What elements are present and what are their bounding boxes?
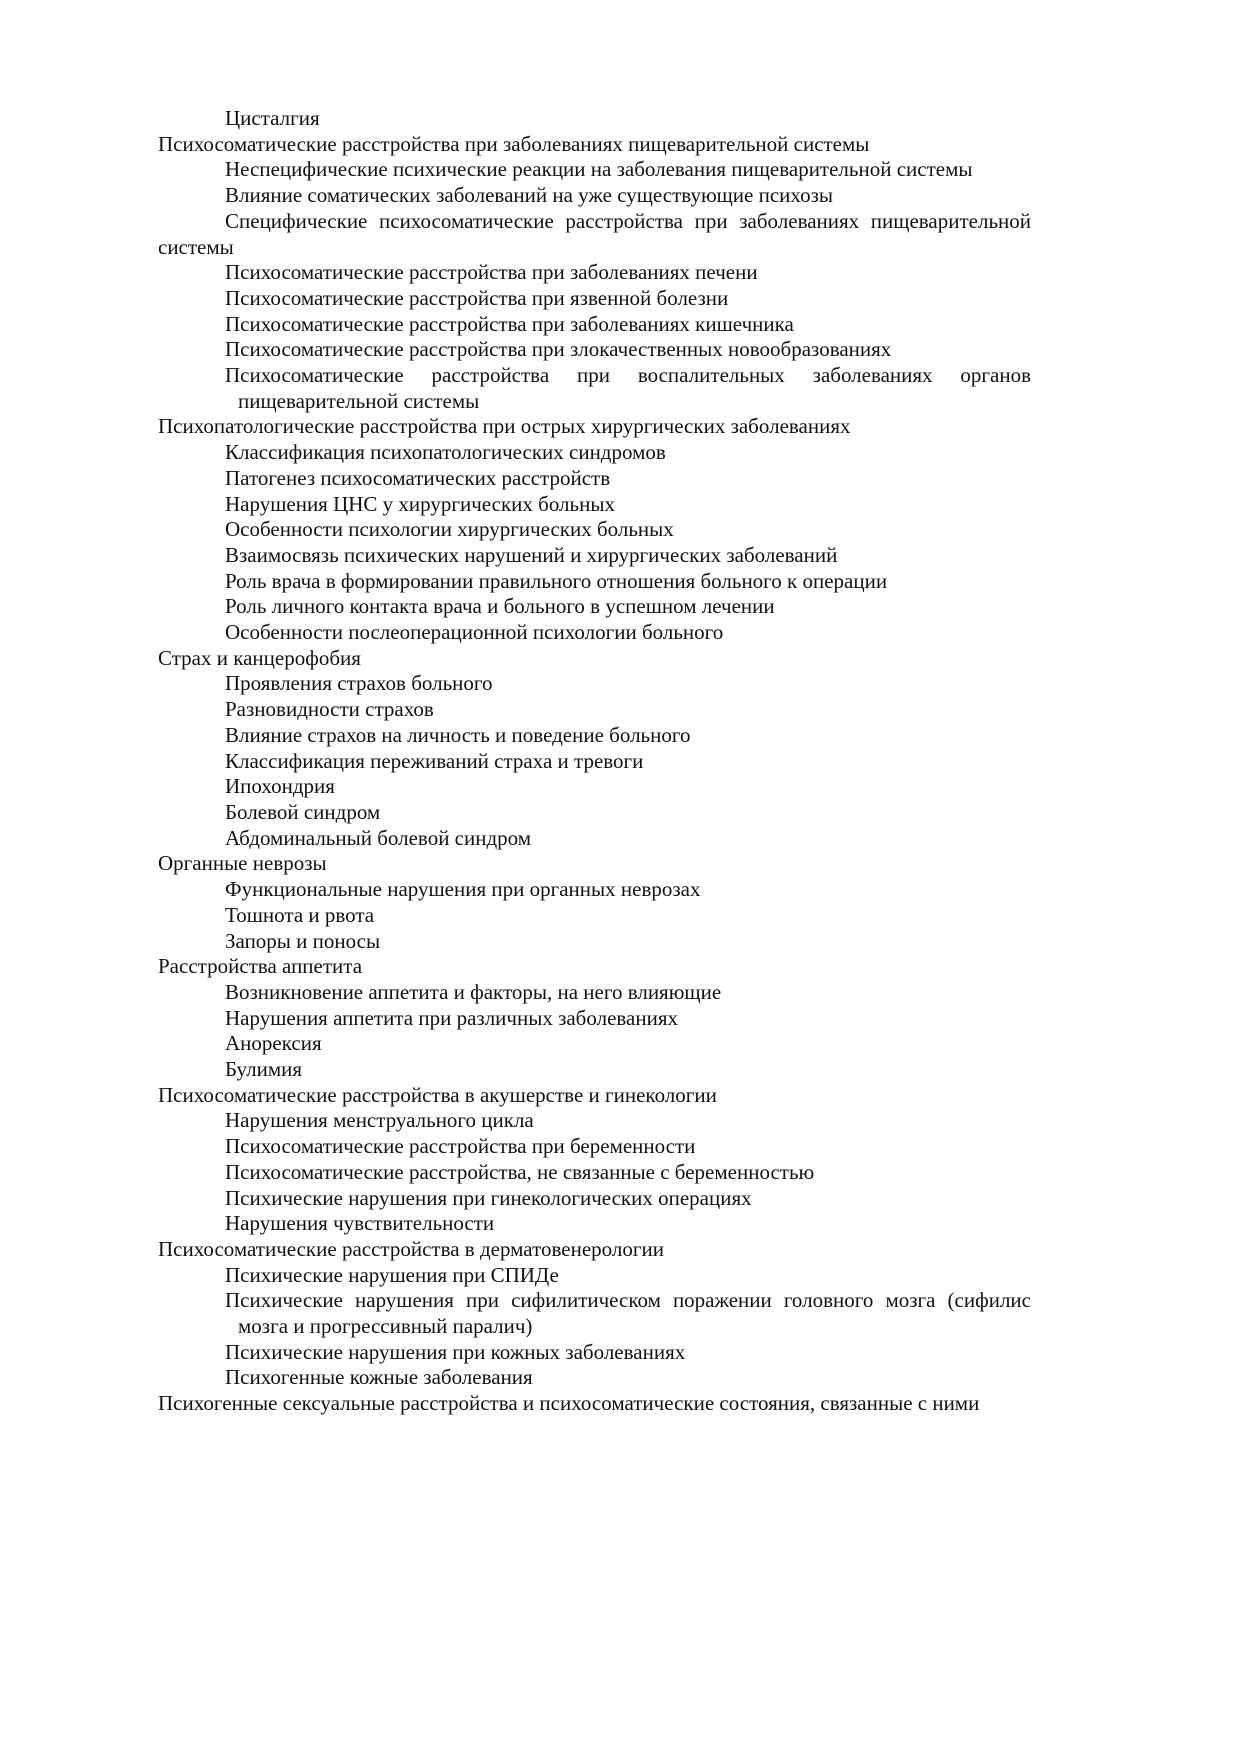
subtopic: Роль личного контакта врача и больного в успешном лечении <box>225 594 775 619</box>
subtopic: Возникновение аппетита и факторы, на него влияющие <box>225 979 722 1004</box>
subtopic: Патогенез психосоматических расстройств <box>225 465 611 490</box>
subtopic: Психические нарушения при СПИДе <box>225 1262 559 1287</box>
subtopic: Неспецифические психические реакции на заболевания пищеварительной системы <box>225 157 973 182</box>
subtopic: Функциональные нарушения при органных неврозах <box>225 877 701 902</box>
subtopic: Взаимосвязь психических нарушений и хирургических заболеваний <box>225 542 838 567</box>
subtopic: Психосоматические расстройства при заболеваниях печени <box>225 260 758 285</box>
subtopic: Разновидности страхов <box>225 697 434 722</box>
subtopic: Нарушения аппетита при различных заболеваниях <box>225 1005 678 1030</box>
subtopic: Психические нарушения при кожных заболеваниях <box>225 1339 686 1364</box>
subtopic: Влияние соматических заболеваний на уже существующие психозы <box>225 183 834 208</box>
subtopic: Влияние страхов на личность и поведение больного <box>225 722 691 747</box>
subtopic: Абдоминальный болевой синдром <box>225 825 532 850</box>
document-page <box>158 106 1031 1417</box>
subtopic: Проявления страхов больного <box>225 671 493 696</box>
topic: Психогенные сексуальные расстройства и психосоматические состояния, связанные с ними <box>158 1391 980 1416</box>
subtopic: Особенности психологии хирургических больных <box>225 517 674 542</box>
subtopic: Болевой синдром <box>225 799 381 824</box>
topic: Органные неврозы <box>158 851 327 876</box>
subtopic: Психосоматические расстройства при беременности <box>225 1134 696 1159</box>
subtopic: Ипохондрия <box>225 774 335 799</box>
subtopic: Психосоматические расстройства при язвенной болезни <box>225 285 729 310</box>
topic: Психопатологические расстройства при острых хирургических заболеваниях <box>158 414 851 439</box>
subtopic: Классификация психопатологических синдромов <box>225 440 666 465</box>
subtopic: Булимия <box>225 1057 303 1082</box>
subtopic: Психосоматические расстройства при заболеваниях кишечника <box>225 311 794 336</box>
subtopic: Запоры и поносы <box>225 928 381 953</box>
subtopic: Психосоматические расстройства при воспалительных заболеваниях органов пищеварительной системы <box>225 363 1031 413</box>
subtopic: Нарушения ЦНС у хирургических больных <box>225 491 615 516</box>
subtopic: Нарушения чувствительности <box>225 1211 495 1236</box>
topic: Психосоматические расстройства в дерматовенерологии <box>158 1236 664 1261</box>
subtopic: Специфические психосоматические расстройства при заболеваниях пищеварительной системы <box>158 208 1031 259</box>
subtopic: Особенности послеоперационной психологии больного <box>225 620 724 645</box>
subtopic: Психосоматические расстройства при злокачественных новообразованиях <box>225 337 892 362</box>
subtopic: Цисталгия <box>225 106 320 130</box>
subtopic: Нарушения менструального цикла <box>225 1108 534 1133</box>
subtopic: Роль врача в формировании правильного отношения больного к операции <box>225 568 888 593</box>
subtopic: Психические нарушения при сифилитическом поражении головного мозга (сифилис мозга и прогрессивный паралич) <box>225 1288 1031 1339</box>
subtopic: Анорексия <box>225 1031 322 1056</box>
subtopic: Тошнота и рвота <box>225 902 375 927</box>
subtopic: Психогенные кожные заболевания <box>225 1365 533 1390</box>
topic: Расстройства аппетита <box>158 954 363 979</box>
topic: Психосоматические расстройства в акушерстве и гинекологии <box>158 1082 717 1107</box>
subtopic: Психосоматические расстройства, не связанные с беременностью <box>225 1159 815 1184</box>
topic: Страх и канцерофобия <box>158 645 361 670</box>
subtopic: Классификация переживаний страха и тревоги <box>225 748 644 773</box>
subtopic: Психические нарушения при гинекологических операциях <box>225 1185 752 1210</box>
topic: Психосоматические расстройства при заболеваниях пищеварительной системы <box>158 131 870 156</box>
